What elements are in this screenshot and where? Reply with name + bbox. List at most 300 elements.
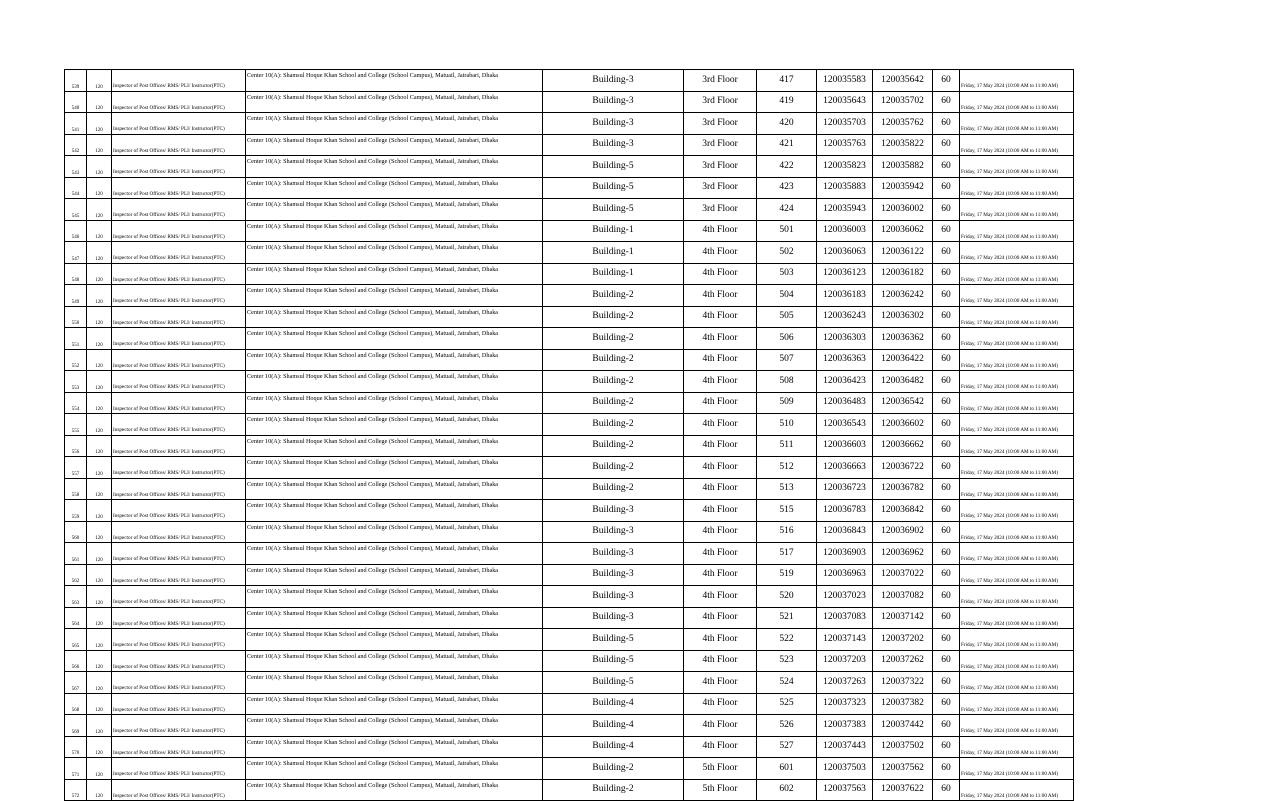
post-code-cell: 120 <box>87 113 112 135</box>
table-row <box>65 758 1074 780</box>
exam-center-cell: Center 10(A): Shamsul Hoque Khan School and College (School Campus), Matuail, Jatrabari, Dhaka <box>246 650 543 672</box>
room-cell: 417 <box>757 70 817 92</box>
post-code-cell: 120 <box>87 70 112 92</box>
post-name-cell: Inspector of Post Offices/ RMS/ PLI/ Instructor(PTC) <box>112 306 246 328</box>
room-cell: 503 <box>757 263 817 285</box>
exam-center-cell: Center 10(A): Shamsul Hoque Khan School and College (School Campus), Matuail, Jatrabari, Dhaka <box>246 414 543 436</box>
exam-center-cell: Center 10(A): Shamsul Hoque Khan School and College (School Campus), Matuail, Jatrabari, Dhaka <box>246 263 543 285</box>
serial-cell: 568 <box>65 693 87 715</box>
floor-cell: 4th Floor <box>684 586 757 608</box>
building-cell: Building-3 <box>543 500 684 522</box>
seat-plan-body <box>65 70 1074 801</box>
post-code-cell: 120 <box>87 414 112 436</box>
floor-cell: 4th Floor <box>684 607 757 629</box>
candidate-count-cell: 60 <box>933 349 960 371</box>
floor-cell: 4th Floor <box>684 478 757 500</box>
candidate-count-cell: 60 <box>933 543 960 565</box>
exam-date-cell: Friday, 17 May 2024 (10:00 AM to 11:00 AM) <box>960 715 1074 737</box>
roll-to-cell: 120037622 <box>873 779 933 801</box>
roll-to-cell: 120037142 <box>873 607 933 629</box>
roll-to-cell: 120036782 <box>873 478 933 500</box>
post-name-cell: Inspector of Post Offices/ RMS/ PLI/ Instructor(PTC) <box>112 328 246 350</box>
table-row <box>65 113 1074 135</box>
exam-date-cell: Friday, 17 May 2024 (10:00 AM to 11:00 AM) <box>960 156 1074 178</box>
roll-to-cell: 120037382 <box>873 693 933 715</box>
table-row <box>65 672 1074 694</box>
serial-cell: 547 <box>65 242 87 264</box>
post-code-cell: 120 <box>87 242 112 264</box>
building-cell: Building-1 <box>543 242 684 264</box>
exam-date-cell: Friday, 17 May 2024 (10:00 AM to 11:00 AM) <box>960 134 1074 156</box>
post-name-cell: Inspector of Post Offices/ RMS/ PLI/ Instructor(PTC) <box>112 177 246 199</box>
serial-cell: 569 <box>65 715 87 737</box>
post-code-cell: 120 <box>87 349 112 371</box>
candidate-count-cell: 60 <box>933 457 960 479</box>
roll-from-cell: 120036963 <box>817 564 873 586</box>
building-cell: Building-5 <box>543 156 684 178</box>
room-cell: 502 <box>757 242 817 264</box>
building-cell: Building-2 <box>543 306 684 328</box>
exam-center-cell: Center 10(A): Shamsul Hoque Khan School and College (School Campus), Matuail, Jatrabari, Dhaka <box>246 758 543 780</box>
exam-center-cell: Center 10(A): Shamsul Hoque Khan School and College (School Campus), Matuail, Jatrabari, Dhaka <box>246 478 543 500</box>
seat-plan-table <box>64 69 1074 801</box>
post-code-cell: 120 <box>87 521 112 543</box>
building-cell: Building-2 <box>543 758 684 780</box>
building-cell: Building-1 <box>543 263 684 285</box>
post-name-cell: Inspector of Post Offices/ RMS/ PLI/ Instructor(PTC) <box>112 349 246 371</box>
roll-from-cell: 120036543 <box>817 414 873 436</box>
post-code-cell: 120 <box>87 328 112 350</box>
exam-center-cell: Center 10(A): Shamsul Hoque Khan School and College (School Campus), Matuail, Jatrabari, Dhaka <box>246 156 543 178</box>
exam-center-cell: Center 10(A): Shamsul Hoque Khan School and College (School Campus), Matuail, Jatrabari, Dhaka <box>246 715 543 737</box>
floor-cell: 4th Floor <box>684 564 757 586</box>
roll-to-cell: 120035942 <box>873 177 933 199</box>
candidate-count-cell: 60 <box>933 779 960 801</box>
roll-to-cell: 120036302 <box>873 306 933 328</box>
building-cell: Building-5 <box>543 629 684 651</box>
roll-from-cell: 120035703 <box>817 113 873 135</box>
roll-from-cell: 120036063 <box>817 242 873 264</box>
room-cell: 515 <box>757 500 817 522</box>
serial-cell: 571 <box>65 758 87 780</box>
room-cell: 525 <box>757 693 817 715</box>
roll-to-cell: 120035882 <box>873 156 933 178</box>
floor-cell: 4th Floor <box>684 263 757 285</box>
exam-center-cell: Center 10(A): Shamsul Hoque Khan School and College (School Campus), Matuail, Jatrabari, Dhaka <box>246 564 543 586</box>
roll-from-cell: 120037203 <box>817 650 873 672</box>
table-row <box>65 629 1074 651</box>
building-cell: Building-4 <box>543 715 684 737</box>
building-cell: Building-1 <box>543 220 684 242</box>
room-cell: 505 <box>757 306 817 328</box>
table-row <box>65 779 1074 801</box>
exam-center-cell: Center 10(A): Shamsul Hoque Khan School and College (School Campus), Matuail, Jatrabari, Dhaka <box>246 199 543 221</box>
table-row <box>65 414 1074 436</box>
serial-cell: 556 <box>65 435 87 457</box>
roll-from-cell: 120037383 <box>817 715 873 737</box>
candidate-count-cell: 60 <box>933 156 960 178</box>
exam-date-cell: Friday, 17 May 2024 (10:00 AM to 11:00 AM) <box>960 91 1074 113</box>
exam-date-cell: Friday, 17 May 2024 (10:00 AM to 11:00 AM) <box>960 435 1074 457</box>
exam-center-cell: Center 10(A): Shamsul Hoque Khan School and College (School Campus), Matuail, Jatrabari, Dhaka <box>246 177 543 199</box>
post-code-cell: 120 <box>87 758 112 780</box>
exam-date-cell: Friday, 17 May 2024 (10:00 AM to 11:00 AM) <box>960 758 1074 780</box>
room-cell: 423 <box>757 177 817 199</box>
serial-cell: 554 <box>65 392 87 414</box>
candidate-count-cell: 60 <box>933 650 960 672</box>
floor-cell: 5th Floor <box>684 779 757 801</box>
table-row <box>65 199 1074 221</box>
post-name-cell: Inspector of Post Offices/ RMS/ PLI/ Instructor(PTC) <box>112 478 246 500</box>
roll-from-cell: 120035583 <box>817 70 873 92</box>
roll-from-cell: 120037263 <box>817 672 873 694</box>
roll-to-cell: 120036182 <box>873 263 933 285</box>
floor-cell: 4th Floor <box>684 392 757 414</box>
roll-from-cell: 120036843 <box>817 521 873 543</box>
building-cell: Building-2 <box>543 779 684 801</box>
floor-cell: 4th Floor <box>684 521 757 543</box>
candidate-count-cell: 60 <box>933 607 960 629</box>
floor-cell: 5th Floor <box>684 758 757 780</box>
exam-center-cell: Center 10(A): Shamsul Hoque Khan School and College (School Campus), Matuail, Jatrabari, Dhaka <box>246 328 543 350</box>
building-cell: Building-3 <box>543 607 684 629</box>
roll-from-cell: 120036783 <box>817 500 873 522</box>
post-name-cell: Inspector of Post Offices/ RMS/ PLI/ Instructor(PTC) <box>112 263 246 285</box>
exam-date-cell: Friday, 17 May 2024 (10:00 AM to 11:00 AM) <box>960 177 1074 199</box>
floor-cell: 4th Floor <box>684 242 757 264</box>
roll-to-cell: 120035822 <box>873 134 933 156</box>
post-code-cell: 120 <box>87 457 112 479</box>
roll-to-cell: 120036662 <box>873 435 933 457</box>
roll-to-cell: 120037262 <box>873 650 933 672</box>
roll-to-cell: 120036422 <box>873 349 933 371</box>
exam-date-cell: Friday, 17 May 2024 (10:00 AM to 11:00 AM) <box>960 371 1074 393</box>
floor-cell: 4th Floor <box>684 371 757 393</box>
exam-date-cell: Friday, 17 May 2024 (10:00 AM to 11:00 AM) <box>960 478 1074 500</box>
post-code-cell: 120 <box>87 586 112 608</box>
candidate-count-cell: 60 <box>933 414 960 436</box>
post-code-cell: 120 <box>87 306 112 328</box>
exam-center-cell: Center 10(A): Shamsul Hoque Khan School and College (School Campus), Matuail, Jatrabari, Dhaka <box>246 672 543 694</box>
post-code-cell: 120 <box>87 435 112 457</box>
floor-cell: 4th Floor <box>684 349 757 371</box>
serial-cell: 558 <box>65 478 87 500</box>
roll-to-cell: 120035642 <box>873 70 933 92</box>
exam-date-cell: Friday, 17 May 2024 (10:00 AM to 11:00 AM) <box>960 457 1074 479</box>
building-cell: Building-2 <box>543 392 684 414</box>
exam-center-cell: Center 10(A): Shamsul Hoque Khan School and College (School Campus), Matuail, Jatrabari, Dhaka <box>246 91 543 113</box>
candidate-count-cell: 60 <box>933 693 960 715</box>
post-name-cell: Inspector of Post Offices/ RMS/ PLI/ Instructor(PTC) <box>112 521 246 543</box>
post-code-cell: 120 <box>87 371 112 393</box>
serial-cell: 564 <box>65 607 87 629</box>
post-code-cell: 120 <box>87 91 112 113</box>
building-cell: Building-2 <box>543 285 684 307</box>
serial-cell: 543 <box>65 156 87 178</box>
exam-date-cell: Friday, 17 May 2024 (10:00 AM to 11:00 AM) <box>960 242 1074 264</box>
post-code-cell: 120 <box>87 478 112 500</box>
building-cell: Building-5 <box>543 177 684 199</box>
roll-from-cell: 120036183 <box>817 285 873 307</box>
roll-from-cell: 120037143 <box>817 629 873 651</box>
building-cell: Building-5 <box>543 672 684 694</box>
table-row <box>65 263 1074 285</box>
roll-to-cell: 120036002 <box>873 199 933 221</box>
serial-cell: 548 <box>65 263 87 285</box>
roll-from-cell: 120035763 <box>817 134 873 156</box>
post-name-cell: Inspector of Post Offices/ RMS/ PLI/ Instructor(PTC) <box>112 134 246 156</box>
post-name-cell: Inspector of Post Offices/ RMS/ PLI/ Instructor(PTC) <box>112 414 246 436</box>
post-code-cell: 120 <box>87 263 112 285</box>
roll-to-cell: 120036722 <box>873 457 933 479</box>
table-row <box>65 715 1074 737</box>
roll-to-cell: 120037082 <box>873 586 933 608</box>
exam-center-cell: Center 10(A): Shamsul Hoque Khan School and College (School Campus), Matuail, Jatrabari, Dhaka <box>246 693 543 715</box>
post-code-cell: 120 <box>87 177 112 199</box>
table-row <box>65 156 1074 178</box>
candidate-count-cell: 60 <box>933 435 960 457</box>
floor-cell: 4th Floor <box>684 414 757 436</box>
post-name-cell: Inspector of Post Offices/ RMS/ PLI/ Instructor(PTC) <box>112 242 246 264</box>
candidate-count-cell: 60 <box>933 758 960 780</box>
serial-cell: 546 <box>65 220 87 242</box>
building-cell: Building-2 <box>543 478 684 500</box>
table-row <box>65 242 1074 264</box>
roll-to-cell: 120036902 <box>873 521 933 543</box>
building-cell: Building-3 <box>543 134 684 156</box>
candidate-count-cell: 60 <box>933 199 960 221</box>
table-row <box>65 564 1074 586</box>
table-row <box>65 543 1074 565</box>
roll-to-cell: 120036842 <box>873 500 933 522</box>
roll-from-cell: 120037503 <box>817 758 873 780</box>
exam-center-cell: Center 10(A): Shamsul Hoque Khan School and College (School Campus), Matuail, Jatrabari, Dhaka <box>246 457 543 479</box>
serial-cell: 549 <box>65 285 87 307</box>
table-row <box>65 220 1074 242</box>
exam-date-cell: Friday, 17 May 2024 (10:00 AM to 11:00 AM) <box>960 629 1074 651</box>
exam-center-cell: Center 10(A): Shamsul Hoque Khan School and College (School Campus), Matuail, Jatrabari, Dhaka <box>246 70 543 92</box>
candidate-count-cell: 60 <box>933 371 960 393</box>
roll-from-cell: 120035643 <box>817 91 873 113</box>
exam-date-cell: Friday, 17 May 2024 (10:00 AM to 11:00 AM) <box>960 500 1074 522</box>
candidate-count-cell: 60 <box>933 672 960 694</box>
post-name-cell: Inspector of Post Offices/ RMS/ PLI/ Instructor(PTC) <box>112 650 246 672</box>
post-code-cell: 120 <box>87 672 112 694</box>
room-cell: 420 <box>757 113 817 135</box>
building-cell: Building-3 <box>543 91 684 113</box>
post-code-cell: 120 <box>87 500 112 522</box>
roll-from-cell: 120037023 <box>817 586 873 608</box>
post-name-cell: Inspector of Post Offices/ RMS/ PLI/ Instructor(PTC) <box>112 564 246 586</box>
post-name-cell: Inspector of Post Offices/ RMS/ PLI/ Instructor(PTC) <box>112 91 246 113</box>
serial-cell: 555 <box>65 414 87 436</box>
post-code-cell: 120 <box>87 779 112 801</box>
roll-from-cell: 120036663 <box>817 457 873 479</box>
candidate-count-cell: 60 <box>933 70 960 92</box>
candidate-count-cell: 60 <box>933 263 960 285</box>
room-cell: 516 <box>757 521 817 543</box>
floor-cell: 3rd Floor <box>684 134 757 156</box>
room-cell: 602 <box>757 779 817 801</box>
room-cell: 509 <box>757 392 817 414</box>
candidate-count-cell: 60 <box>933 392 960 414</box>
room-cell: 510 <box>757 414 817 436</box>
roll-to-cell: 120035702 <box>873 91 933 113</box>
serial-cell: 565 <box>65 629 87 651</box>
post-name-cell: Inspector of Post Offices/ RMS/ PLI/ Instructor(PTC) <box>112 435 246 457</box>
exam-center-cell: Center 10(A): Shamsul Hoque Khan School and College (School Campus), Matuail, Jatrabari, Dhaka <box>246 220 543 242</box>
post-code-cell: 120 <box>87 693 112 715</box>
candidate-count-cell: 60 <box>933 134 960 156</box>
floor-cell: 4th Floor <box>684 457 757 479</box>
building-cell: Building-3 <box>543 586 684 608</box>
post-name-cell: Inspector of Post Offices/ RMS/ PLI/ Instructor(PTC) <box>112 672 246 694</box>
serial-cell: 545 <box>65 199 87 221</box>
serial-cell: 539 <box>65 70 87 92</box>
roll-from-cell: 120035883 <box>817 177 873 199</box>
candidate-count-cell: 60 <box>933 113 960 135</box>
table-row <box>65 70 1074 92</box>
building-cell: Building-2 <box>543 457 684 479</box>
room-cell: 521 <box>757 607 817 629</box>
floor-cell: 3rd Floor <box>684 156 757 178</box>
table-row <box>65 306 1074 328</box>
roll-from-cell: 120036003 <box>817 220 873 242</box>
post-code-cell: 120 <box>87 134 112 156</box>
serial-cell: 540 <box>65 91 87 113</box>
exam-date-cell: Friday, 17 May 2024 (10:00 AM to 11:00 AM) <box>960 220 1074 242</box>
table-row <box>65 435 1074 457</box>
post-code-cell: 120 <box>87 156 112 178</box>
table-row <box>65 91 1074 113</box>
exam-center-cell: Center 10(A): Shamsul Hoque Khan School and College (School Campus), Matuail, Jatrabari, Dhaka <box>246 521 543 543</box>
exam-date-cell: Friday, 17 May 2024 (10:00 AM to 11:00 AM) <box>960 414 1074 436</box>
exam-date-cell: Friday, 17 May 2024 (10:00 AM to 11:00 AM) <box>960 328 1074 350</box>
exam-center-cell: Center 10(A): Shamsul Hoque Khan School and College (School Campus), Matuail, Jatrabari, Dhaka <box>246 134 543 156</box>
building-cell: Building-3 <box>543 543 684 565</box>
candidate-count-cell: 60 <box>933 521 960 543</box>
roll-from-cell: 120036243 <box>817 306 873 328</box>
room-cell: 517 <box>757 543 817 565</box>
exam-date-cell: Friday, 17 May 2024 (10:00 AM to 11:00 AM) <box>960 650 1074 672</box>
exam-date-cell: Friday, 17 May 2024 (10:00 AM to 11:00 AM) <box>960 564 1074 586</box>
candidate-count-cell: 60 <box>933 220 960 242</box>
floor-cell: 4th Floor <box>684 500 757 522</box>
serial-cell: 560 <box>65 521 87 543</box>
serial-cell: 563 <box>65 586 87 608</box>
room-cell: 526 <box>757 715 817 737</box>
serial-cell: 567 <box>65 672 87 694</box>
post-name-cell: Inspector of Post Offices/ RMS/ PLI/ Instructor(PTC) <box>112 693 246 715</box>
exam-date-cell: Friday, 17 May 2024 (10:00 AM to 11:00 AM) <box>960 672 1074 694</box>
building-cell: Building-3 <box>543 70 684 92</box>
table-row <box>65 650 1074 672</box>
floor-cell: 4th Floor <box>684 629 757 651</box>
post-name-cell: Inspector of Post Offices/ RMS/ PLI/ Instructor(PTC) <box>112 629 246 651</box>
post-name-cell: Inspector of Post Offices/ RMS/ PLI/ Instructor(PTC) <box>112 220 246 242</box>
room-cell: 524 <box>757 672 817 694</box>
post-name-cell: Inspector of Post Offices/ RMS/ PLI/ Instructor(PTC) <box>112 715 246 737</box>
table-row <box>65 586 1074 608</box>
table-row <box>65 736 1074 758</box>
post-name-cell: Inspector of Post Offices/ RMS/ PLI/ Instructor(PTC) <box>112 607 246 629</box>
roll-from-cell: 120037563 <box>817 779 873 801</box>
exam-date-cell: Friday, 17 May 2024 (10:00 AM to 11:00 AM) <box>960 521 1074 543</box>
post-name-cell: Inspector of Post Offices/ RMS/ PLI/ Instructor(PTC) <box>112 392 246 414</box>
table-row <box>65 607 1074 629</box>
roll-from-cell: 120036603 <box>817 435 873 457</box>
serial-cell: 542 <box>65 134 87 156</box>
building-cell: Building-5 <box>543 199 684 221</box>
room-cell: 419 <box>757 91 817 113</box>
room-cell: 519 <box>757 564 817 586</box>
post-name-cell: Inspector of Post Offices/ RMS/ PLI/ Instructor(PTC) <box>112 500 246 522</box>
candidate-count-cell: 60 <box>933 242 960 264</box>
post-code-cell: 120 <box>87 629 112 651</box>
roll-to-cell: 120037202 <box>873 629 933 651</box>
exam-date-cell: Friday, 17 May 2024 (10:00 AM to 11:00 AM) <box>960 263 1074 285</box>
serial-cell: 566 <box>65 650 87 672</box>
floor-cell: 4th Floor <box>684 543 757 565</box>
room-cell: 601 <box>757 758 817 780</box>
room-cell: 522 <box>757 629 817 651</box>
post-name-cell: Inspector of Post Offices/ RMS/ PLI/ Instructor(PTC) <box>112 156 246 178</box>
serial-cell: 562 <box>65 564 87 586</box>
roll-to-cell: 120036122 <box>873 242 933 264</box>
exam-date-cell: Friday, 17 May 2024 (10:00 AM to 11:00 AM) <box>960 607 1074 629</box>
room-cell: 527 <box>757 736 817 758</box>
table-row <box>65 134 1074 156</box>
floor-cell: 4th Floor <box>684 306 757 328</box>
floor-cell: 3rd Floor <box>684 177 757 199</box>
roll-to-cell: 120035762 <box>873 113 933 135</box>
exam-date-cell: Friday, 17 May 2024 (10:00 AM to 11:00 AM) <box>960 285 1074 307</box>
roll-from-cell: 120036423 <box>817 371 873 393</box>
exam-center-cell: Center 10(A): Shamsul Hoque Khan School and College (School Campus), Matuail, Jatrabari, Dhaka <box>246 306 543 328</box>
table-row <box>65 285 1074 307</box>
roll-from-cell: 120037323 <box>817 693 873 715</box>
post-name-cell: Inspector of Post Offices/ RMS/ PLI/ Instructor(PTC) <box>112 457 246 479</box>
floor-cell: 4th Floor <box>684 328 757 350</box>
exam-center-cell: Center 10(A): Shamsul Hoque Khan School and College (School Campus), Matuail, Jatrabari, Dhaka <box>246 285 543 307</box>
serial-cell: 572 <box>65 779 87 801</box>
table-row <box>65 371 1074 393</box>
candidate-count-cell: 60 <box>933 478 960 500</box>
roll-to-cell: 120037502 <box>873 736 933 758</box>
exam-center-cell: Center 10(A): Shamsul Hoque Khan School and College (School Campus), Matuail, Jatrabari, Dhaka <box>246 607 543 629</box>
exam-center-cell: Center 10(A): Shamsul Hoque Khan School and College (School Campus), Matuail, Jatrabari, Dhaka <box>246 371 543 393</box>
candidate-count-cell: 60 <box>933 564 960 586</box>
roll-to-cell: 120037562 <box>873 758 933 780</box>
floor-cell: 4th Floor <box>684 715 757 737</box>
post-code-cell: 120 <box>87 607 112 629</box>
candidate-count-cell: 60 <box>933 306 960 328</box>
roll-from-cell: 120035943 <box>817 199 873 221</box>
floor-cell: 4th Floor <box>684 693 757 715</box>
exam-center-cell: Center 10(A): Shamsul Hoque Khan School and College (School Campus), Matuail, Jatrabari, Dhaka <box>246 736 543 758</box>
serial-cell: 557 <box>65 457 87 479</box>
roll-to-cell: 120037442 <box>873 715 933 737</box>
exam-center-cell: Center 10(A): Shamsul Hoque Khan School and College (School Campus), Matuail, Jatrabari, Dhaka <box>246 392 543 414</box>
roll-from-cell: 120035823 <box>817 156 873 178</box>
floor-cell: 3rd Floor <box>684 91 757 113</box>
roll-to-cell: 120036542 <box>873 392 933 414</box>
post-code-cell: 120 <box>87 736 112 758</box>
post-code-cell: 120 <box>87 543 112 565</box>
serial-cell: 553 <box>65 371 87 393</box>
serial-cell: 559 <box>65 500 87 522</box>
serial-cell: 544 <box>65 177 87 199</box>
